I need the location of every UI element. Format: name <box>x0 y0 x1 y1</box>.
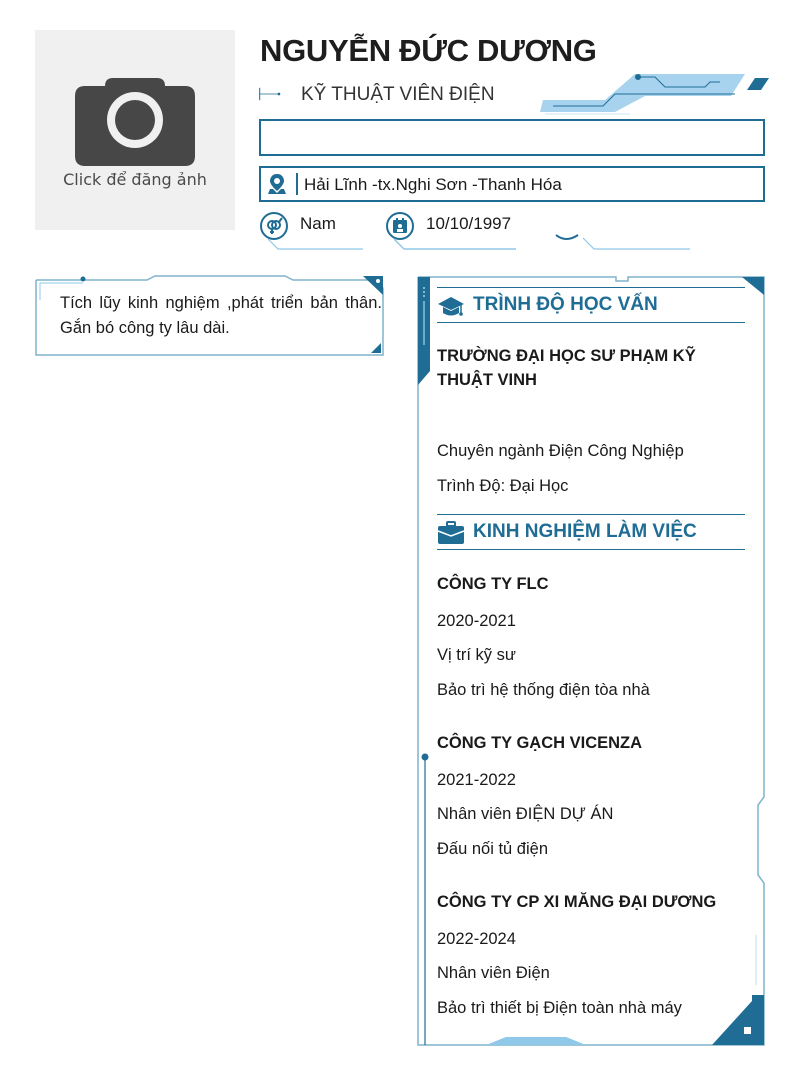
job-company: CÔNG TY GẠCH VICENZA <box>437 734 643 752</box>
contact-row-decoration <box>258 225 698 255</box>
avatar-caption: Click để đăng ảnh <box>63 170 207 189</box>
degree-level: Trình Độ: Đại Học <box>437 477 569 495</box>
full-name: NGUYỄN ĐỨC DƯƠNG <box>260 33 597 68</box>
summary-field[interactable] <box>259 119 765 156</box>
job-title: KỸ THUẬT VIÊN ĐIỆN <box>301 84 495 105</box>
gender-value: Nam <box>300 214 336 233</box>
experience-section-header <box>437 514 745 550</box>
objective-text: Tích lũy kinh nghiệm ,phát triển bản thân. Gắn bó công ty lâu dài. <box>60 294 382 337</box>
objective-card <box>35 275 385 357</box>
avatar-upload[interactable] <box>35 30 235 230</box>
job-task: Đấu nối tủ điện <box>437 840 548 858</box>
address-separator <box>296 173 298 195</box>
job-company: CÔNG TY CP XI MĂNG ĐẠI DƯƠNG <box>437 893 717 911</box>
education-heading: TRÌNH ĐỘ HỌC VẤN <box>473 294 658 315</box>
job-position: Nhân viên Điện <box>437 964 550 982</box>
address-field[interactable] <box>259 166 765 202</box>
education-section-header <box>437 287 745 323</box>
dob-value: 10/10/1997 <box>426 214 512 233</box>
job-period: 2022-2024 <box>437 930 516 948</box>
job-task: Bảo trì thiết bị Điện toàn nhà máy <box>437 999 682 1017</box>
major-text: Chuyên ngành Điện Công Nghiệp <box>437 442 684 460</box>
job-position: Nhân viên ĐIỆN DỰ ÁN <box>437 805 614 823</box>
title-connector-icon <box>259 84 281 104</box>
job-position: Vị trí kỹ sư <box>437 646 516 664</box>
job-task: Bảo trì hệ thống điện tòa nhà <box>437 681 650 699</box>
location-pin-icon <box>267 173 287 195</box>
camera-icon <box>75 60 195 168</box>
graduation-cap-icon <box>437 294 465 318</box>
experience-heading: KINH NGHIỆM LÀM VIỆC <box>473 521 697 542</box>
job-company: CÔNG TY FLC <box>437 575 549 593</box>
job-period: 2021-2022 <box>437 771 516 789</box>
school-name: TRƯỜNG ĐẠI HỌC SƯ PHẠM KỸ THUẬT VINH <box>437 347 696 389</box>
address-text: Hải Lĩnh -tx.Nghi Sơn -Thanh Hóa <box>304 175 562 194</box>
circuit-decoration <box>535 70 770 118</box>
job-period: 2020-2021 <box>437 612 516 630</box>
briefcase-icon <box>437 521 465 545</box>
